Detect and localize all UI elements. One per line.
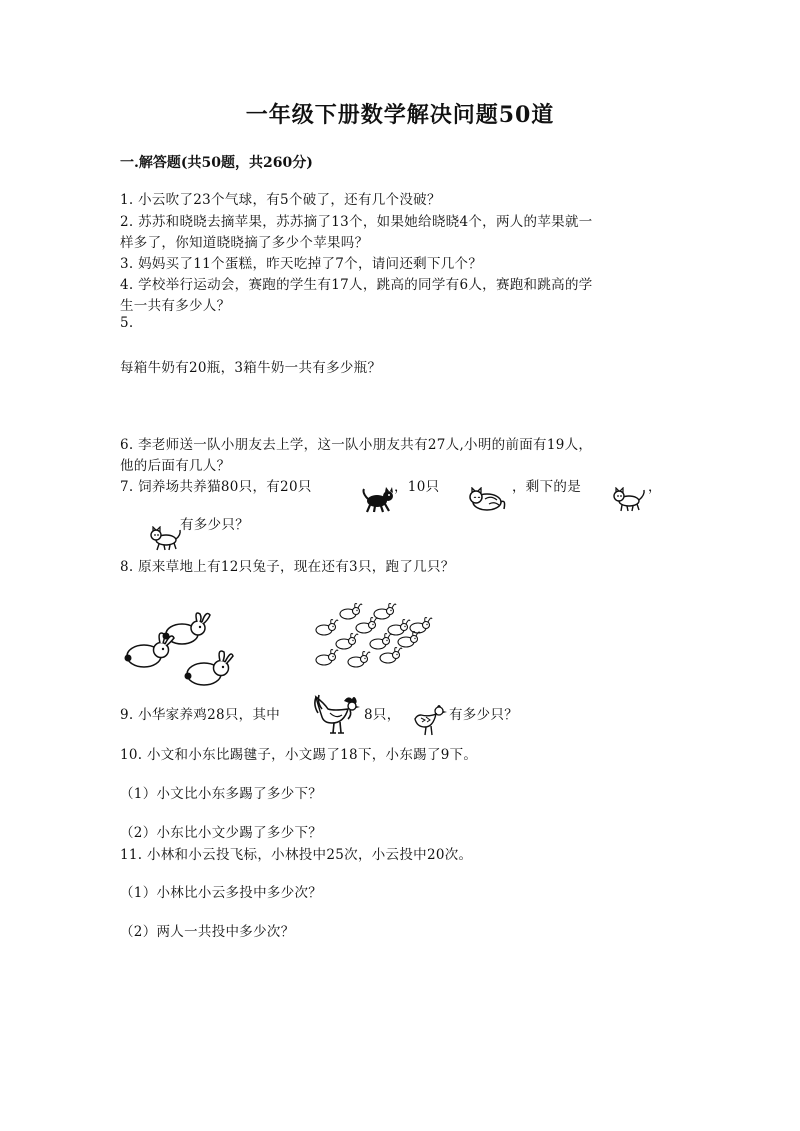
question-9-part-1: 9. 小华家养鸡28只，其中: [120, 707, 281, 723]
rabbit-group-icon: [118, 612, 234, 694]
question-7-part-1: 7. 饲养场共养猫80只，有20只: [120, 479, 312, 495]
question-2-line-1: 2. 苏苏和晓晓去摘苹果，苏苏摘了13个，如果她给晓晓4个，两人的苹果就一: [120, 214, 593, 230]
question-5-number: 5.: [120, 315, 134, 331]
question-7-part-4: ，: [648, 479, 662, 495]
question-11-sub-1: （1）小林比小云多投中多少次？: [120, 885, 323, 901]
question-6-line-2: 他的后面有几人？: [120, 458, 231, 474]
question-11-sub-2: （2）两人一共投中多少次？: [120, 924, 295, 940]
question-4-line-2: 生一共有多少人？: [120, 298, 231, 314]
black-cat-icon: [362, 487, 394, 513]
question-11: 11. 小林和小云投飞标，小林投中25次，小云投中20次。: [120, 847, 473, 863]
question-7-part-2: ，10只: [394, 479, 440, 495]
question-5-text: 每箱牛奶有20瓶，3箱牛奶一共有多少瓶？: [120, 360, 382, 376]
rabbit-grid-icon: [310, 600, 434, 672]
question-2-line-2: 样多了，你知道晓晓摘了多少个苹果吗？: [120, 235, 369, 251]
question-8: 8. 原来草地上有12只兔子，现在还有3只，跑了几只？: [120, 559, 455, 575]
question-10-sub-1: （1）小文比小东多踢了多少下？: [120, 786, 323, 802]
question-10-sub-2: （2）小东比小文少踢了多少下？: [120, 825, 323, 841]
page-title: 一年级下册数学解决问题50道: [245, 102, 555, 128]
hen-icon: [413, 703, 449, 737]
rooster-icon: [314, 693, 364, 735]
question-9-part-2: 8只，: [364, 707, 401, 723]
question-4-line-1: 4. 学校举行运动会，赛跑的学生有17人，跳高的同学有6人，赛跑和跳高的学: [120, 277, 593, 293]
question-9-part-3: 有多少只？: [449, 707, 518, 723]
small-cat-icon: [148, 526, 182, 552]
question-6-line-1: 6. 李老师送一队小朋友去上学，这一队小朋友共有27人,小明的前面有19人，: [120, 437, 593, 453]
question-3: 3. 妈妈买了11个蛋糕，昨天吃掉了7个，请问还剩下几个？: [120, 256, 483, 272]
walking-cat-icon: [613, 487, 647, 513]
question-7-part-5: 有多少只？: [180, 517, 249, 533]
section-heading: 一.解答题(共50题，共260分): [120, 155, 313, 171]
question-1: 1. 小云吹了23个气球，有5个破了，还有几个没破？: [120, 192, 441, 208]
question-7-part-3: ，剩下的是: [512, 479, 581, 495]
question-10: 10. 小文和小东比踢毽子，小文踢了18下，小东踢了9下。: [120, 747, 478, 763]
sleeping-cat-icon: [467, 487, 507, 513]
